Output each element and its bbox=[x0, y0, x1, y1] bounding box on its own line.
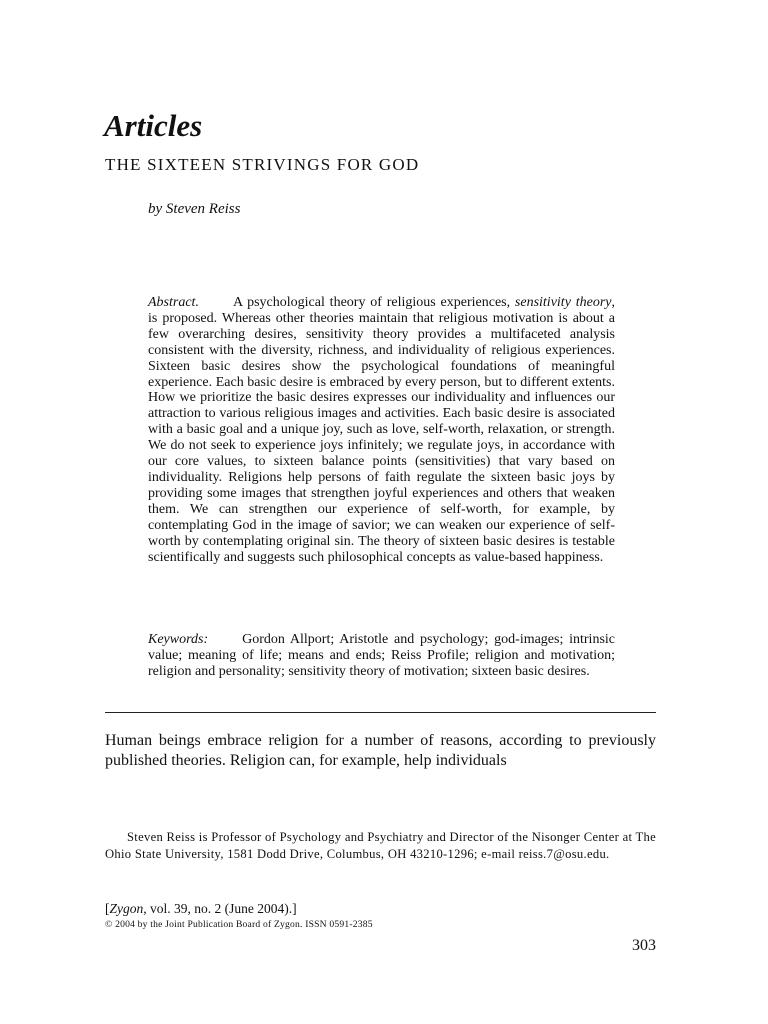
section-heading: Articles bbox=[104, 108, 203, 143]
abstract-text-start: A psychological theory of religious experiences, bbox=[232, 295, 515, 310]
page-number: 303 bbox=[632, 937, 656, 954]
citation-journal-name: Zygon bbox=[109, 901, 144, 916]
section-divider bbox=[105, 712, 656, 713]
body-paragraph: Human beings embrace religion for a number of reasons, according to previously published theories. Religion can, for example, help individuals bbox=[105, 732, 656, 769]
keywords-label: Keywords: bbox=[148, 632, 209, 647]
abstract-text-rest: , is proposed. Whereas other theories maintain that religious motivation is about a few overarching desires, sensitivity theory provides a multifaceted analysis consistent with the diversity, richness, and individuality of religious experiences. Sixteen basic desires show the psychological foundations of meaningful experience. Each basic desire is embraced by every person, but to different extents. How we prioritize the basic desires expresses our individuality and influences our attraction to various religious images and activities. Each basic desire is associated with a basic goal and a unique joy, such as love, self-worth, relaxation, or strength. We do not seek to experience joys infinitely; we regulate joys, in accordance with our core values, to sixteen balance points (sensitivities) that vary based on individuality. Religions help persons of faith regulate the sixteen basic joys by providing some images that strengthen joyful experiences and others that weaken them. We can strengthen our experience of self-worth, for example, by contemplating God in the image of savior; we can weaken our experience of self-worth by contemplating original sin. The theory of sixteen basic desires is testable scientifically and suggests such philosophical concepts as value-based happiness. bbox=[148, 295, 615, 565]
keywords bbox=[148, 632, 615, 680]
abstract-emphasis-term: sensitivity theory bbox=[514, 295, 612, 310]
keywords-text: Gordon Allport; Aristotle and psychology; god-images; intrinsic value; meaning of life; means and ends; Reiss Profile; religion and motivation; religion and personality; sensitivity theory of motivation; sixteen basic desires. bbox=[148, 632, 615, 679]
copyright-notice: © 2004 by the Joint Publication Board of Zygon. ISSN 0591-2385 bbox=[105, 919, 373, 930]
abstract-label: Abstract. bbox=[148, 295, 199, 310]
citation-details: , vol. 39, no. 2 (June 2004).] bbox=[143, 901, 297, 916]
article-title: THE SIXTEEN STRIVINGS FOR GOD bbox=[105, 155, 420, 174]
journal-citation bbox=[105, 900, 297, 917]
citation-open-bracket: [ bbox=[105, 901, 110, 916]
author-footnote: Steven Reiss is Professor of Psychology and Psychiatry and Director of the Nisonger Center at The Ohio State University, 1581 Dodd Drive, Columbus, OH 43210-1296; e-mail reiss.7@osu.edu. bbox=[105, 830, 656, 861]
author-byline: by Steven Reiss bbox=[148, 201, 241, 217]
abstract bbox=[148, 295, 615, 565]
